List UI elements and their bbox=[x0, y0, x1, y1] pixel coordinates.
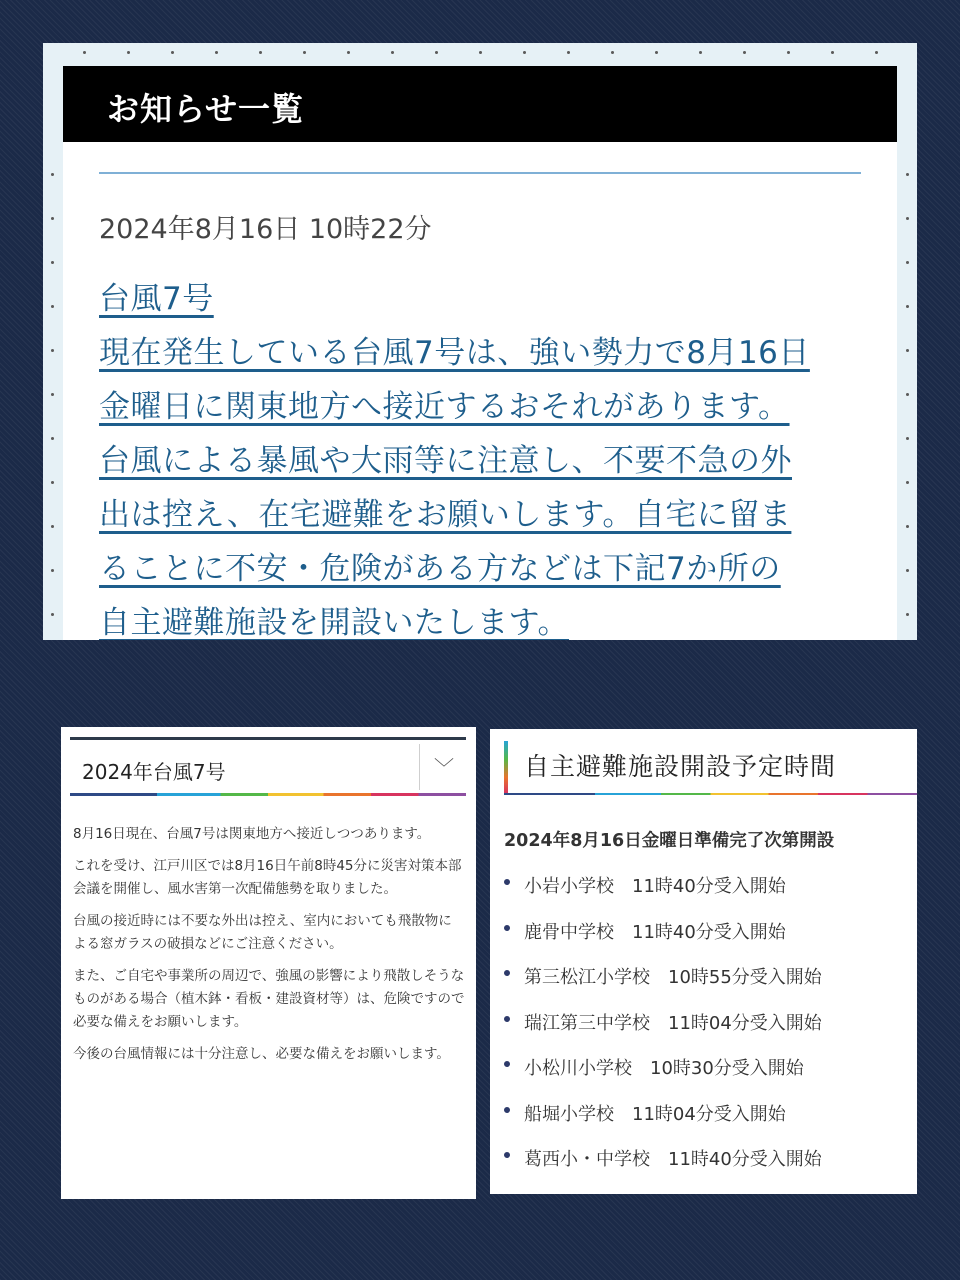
frame-dot bbox=[303, 51, 306, 54]
frame-dot bbox=[51, 437, 54, 440]
frame-dot bbox=[906, 393, 909, 396]
notice-list-header bbox=[63, 66, 897, 142]
notice-line: 自主避難施設を開設いたします。 bbox=[99, 605, 570, 640]
typhoon-select[interactable] bbox=[70, 737, 466, 796]
notice-line: 台風による暴風や大雨等に注意し、不要不急の外 bbox=[99, 443, 792, 479]
frame-dot bbox=[787, 51, 790, 54]
shelter-name: 鹿骨中学校 11時40分受入開始 bbox=[524, 921, 786, 943]
frame-dot bbox=[51, 173, 54, 176]
select-divider bbox=[419, 744, 420, 790]
frame-dot bbox=[611, 51, 614, 54]
frame-dot bbox=[906, 569, 909, 572]
info-paragraph: これを受け、江戸川区では8月16日午前8時45分に災害対策本部会議を開催し、風水害第一次配備態勢を取りました。 bbox=[73, 858, 462, 897]
bullet-icon bbox=[504, 925, 510, 931]
shelter-name: 第三松江小学校 10時55分受入開始 bbox=[524, 967, 822, 988]
notice-date: 2024年8月16日 10時22分 bbox=[99, 214, 432, 245]
bullet-icon bbox=[504, 970, 510, 976]
frame-dot bbox=[51, 569, 54, 572]
frame-dot bbox=[51, 481, 54, 484]
notice-link[interactable] bbox=[99, 272, 879, 640]
shelter-schedule-subtitle: 2024年8月16日金曜日準備完了次第開設 bbox=[504, 831, 835, 851]
bullet-icon bbox=[504, 879, 510, 885]
frame-dot bbox=[51, 525, 54, 528]
notice-line: 台風7号 bbox=[99, 281, 214, 317]
notice-line: 出は控え、在宅避難をお願いします。自宅に留ま bbox=[99, 497, 792, 533]
typhoon-info-body bbox=[73, 823, 465, 1075]
title-accent-bar bbox=[504, 741, 508, 793]
notice-list-panel bbox=[43, 43, 917, 640]
bullet-icon bbox=[504, 1107, 510, 1113]
frame-dot bbox=[906, 349, 909, 352]
info-paragraph: 台風の接近時には不要な外出は控え、室内においても飛散物による窓ガラスの破損などにご注意ください。 bbox=[73, 913, 452, 952]
shelter-name: 葛西小・中学校 11時40分受入開始 bbox=[524, 1149, 822, 1170]
frame-dot bbox=[743, 51, 746, 54]
frame-dot bbox=[831, 51, 834, 54]
notice-list-title: お知らせ一覧 bbox=[107, 90, 305, 128]
divider bbox=[99, 172, 861, 174]
frame-dot bbox=[127, 51, 130, 54]
frame-dot bbox=[699, 51, 702, 54]
frame-dot bbox=[655, 51, 658, 54]
info-paragraph: 8月16日現在、台風7号は関東地方へ接近しつつあります。 bbox=[73, 826, 431, 842]
bullet-icon bbox=[504, 1061, 510, 1067]
frame-dot bbox=[906, 613, 909, 616]
notice-line: 現在発生している台風7号は、強い勢力で8月16日 bbox=[99, 335, 810, 371]
frame-dot bbox=[567, 51, 570, 54]
frame-dot bbox=[906, 217, 909, 220]
shelter-schedule-title: 自主避難施設開設予定時間 bbox=[524, 752, 837, 781]
bullet-icon bbox=[504, 1016, 510, 1022]
shelter-name: 小岩小学校 11時40分受入開始 bbox=[524, 876, 786, 897]
frame-dot bbox=[435, 51, 438, 54]
shelter-name: 瑞江第三中学校 11時04分受入開始 bbox=[524, 1012, 822, 1034]
shelter-schedule-panel bbox=[490, 729, 917, 1194]
frame-dot bbox=[906, 525, 909, 528]
frame-dot bbox=[906, 481, 909, 484]
rainbow-divider bbox=[70, 793, 466, 796]
frame-dot bbox=[906, 305, 909, 308]
typhoon-info-panel bbox=[61, 727, 476, 1199]
frame-dot bbox=[391, 51, 394, 54]
frame-dot bbox=[83, 51, 86, 54]
frame-dot bbox=[523, 51, 526, 54]
shelter-name: 船堀小学校 11時04分受入開始 bbox=[524, 1103, 786, 1125]
typhoon-select-value: 2024年台風7号 bbox=[82, 760, 226, 784]
frame-dot bbox=[906, 173, 909, 176]
notice-line: ることに不安・危険がある方などは下記7か所の bbox=[99, 551, 781, 587]
frame-dot bbox=[259, 51, 262, 54]
frame-dot bbox=[51, 349, 54, 352]
notice-line: 金曜日に関東地方へ接近するおそれがあります。 bbox=[99, 389, 790, 425]
frame-dot bbox=[51, 217, 54, 220]
info-paragraph: 今後の台風情報には十分注意し、必要な備えをお願いします。 bbox=[73, 1046, 450, 1062]
frame-dot bbox=[347, 51, 350, 54]
frame-dot bbox=[875, 51, 878, 54]
info-paragraph: また、ご自宅や事業所の周辺で、強風の影響により飛散しそうなものがある場合（植木鉢・看板・建設資材等）は、危険ですので必要な備えをお願いします。 bbox=[73, 968, 465, 1030]
frame-dot bbox=[51, 393, 54, 396]
frame-dot bbox=[51, 261, 54, 264]
notice-content bbox=[63, 142, 897, 640]
rainbow-divider bbox=[504, 793, 917, 795]
bullet-icon bbox=[504, 1152, 510, 1158]
chevron-down-icon[interactable]: ﹀ bbox=[434, 756, 454, 780]
frame-dot bbox=[51, 305, 54, 308]
frame-dot bbox=[51, 613, 54, 616]
frame-dot bbox=[906, 261, 909, 264]
shelter-name: 小松川小学校 10時30分受入開始 bbox=[524, 1058, 804, 1079]
frame-dot bbox=[906, 437, 909, 440]
frame-dot bbox=[215, 51, 218, 54]
frame-dot bbox=[479, 51, 482, 54]
frame-dot bbox=[171, 51, 174, 54]
